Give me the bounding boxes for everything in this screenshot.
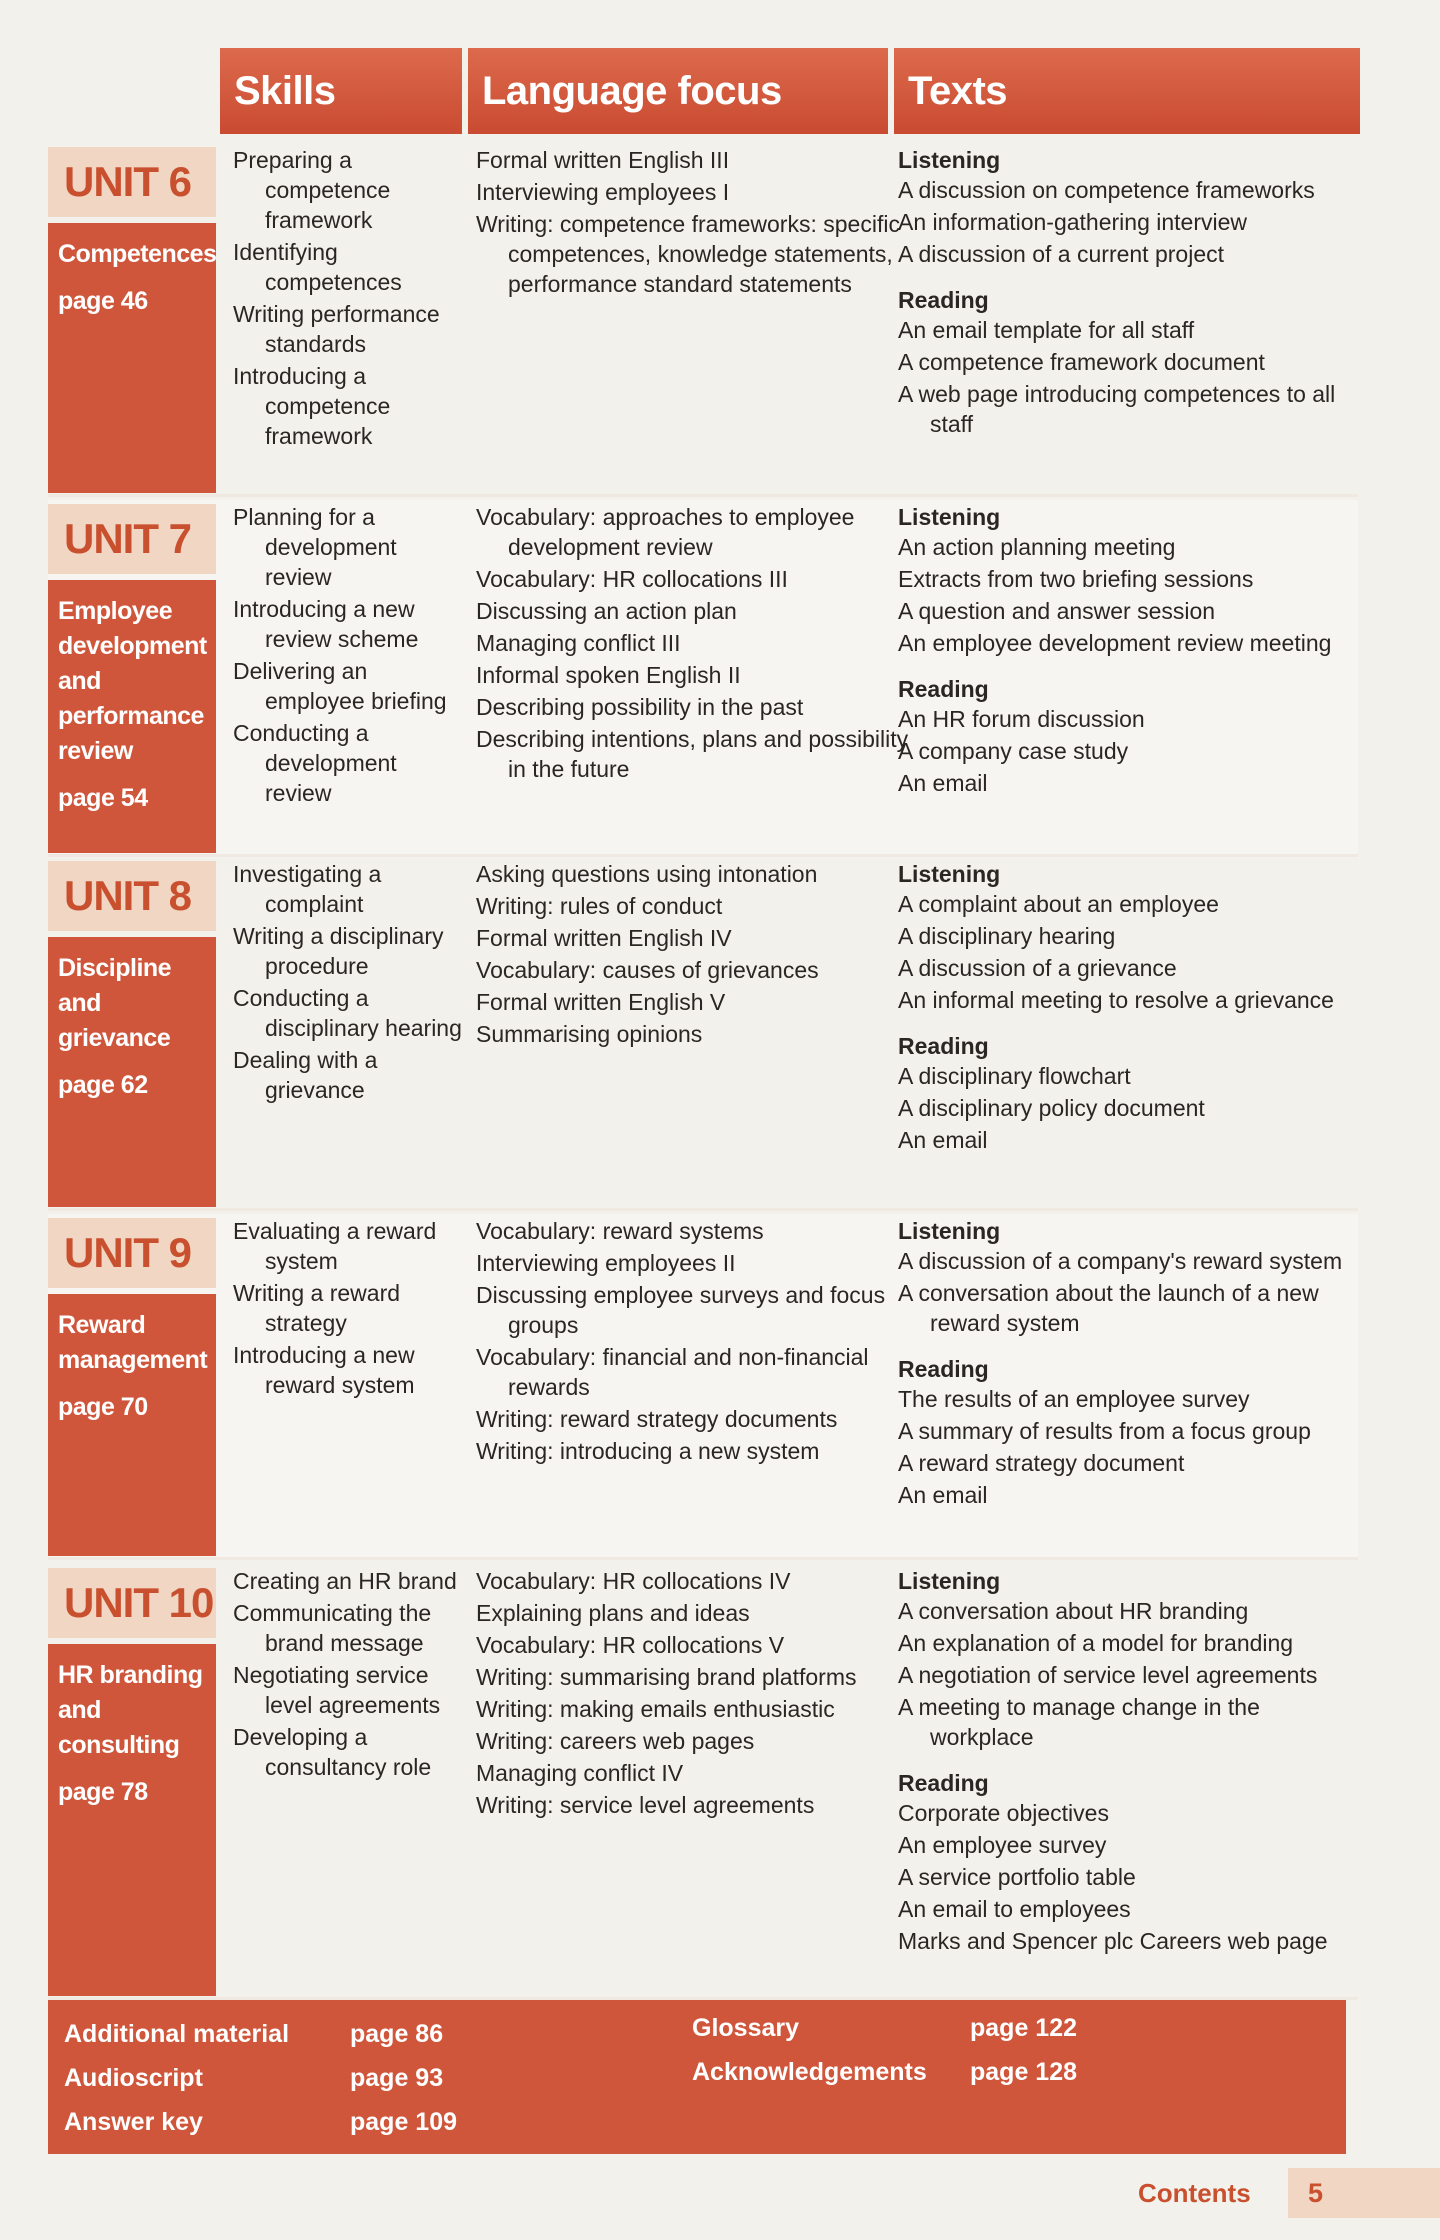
texts-group-heading: Listening [898, 1568, 1001, 1594]
texts-group-heading: Reading [898, 287, 989, 313]
footer-page: page 128 [970, 2058, 1078, 2086]
texts-group-heading: Listening [898, 147, 1001, 173]
unit-row [48, 500, 1358, 857]
unit-title-line: Reward [58, 1311, 146, 1339]
unit-title-box[interactable] [48, 1644, 216, 1996]
text-item: A discussion of a grievance [898, 955, 1177, 981]
row-divider [48, 1208, 1358, 1211]
language-item: Formal written English IV [476, 925, 732, 951]
contents-label: Contents [1138, 2178, 1251, 2208]
language-focus-column [476, 145, 916, 299]
page-number: 5 [1288, 2168, 1440, 2218]
footer-link[interactable]: Additional material [64, 2020, 290, 2048]
text-item: A negotiation of service level agreements [898, 1662, 1318, 1688]
texts-group-heading: Reading [898, 1033, 989, 1059]
texts-group-heading: Listening [898, 1218, 1001, 1244]
unit-title-box[interactable] [48, 1294, 216, 1556]
language-item: Vocabulary: HR collocations IV [476, 1568, 791, 1594]
skill-item: Introducing a competence framework [233, 363, 391, 449]
skill-item: Communicating the brand message [233, 1600, 432, 1656]
language-item: Writing: careers web pages [476, 1728, 755, 1754]
skill-item: Writing performance standards [233, 301, 440, 357]
language-item: Vocabulary: HR collocations V [476, 1632, 785, 1658]
skill-item: Introducing a new reward system [233, 1342, 415, 1398]
text-item: A meeting to manage change in the workplace [898, 1694, 1260, 1750]
skill-item: Developing a consultancy role [233, 1724, 432, 1780]
unit-label: UNIT 9 [48, 1218, 216, 1288]
text-item: An employee development review meeting [898, 630, 1332, 656]
texts-group [898, 1768, 1368, 1956]
unit-page: page 62 [58, 1071, 148, 1099]
language-item: Writing: rules of conduct [476, 893, 723, 919]
texts-group [898, 1031, 1368, 1155]
text-item: An action planning meeting [898, 534, 1176, 560]
footer-link[interactable]: Answer key [64, 2108, 203, 2136]
skill-item: Investigating a complaint [233, 861, 382, 917]
text-item: A complaint about an employee [898, 891, 1219, 917]
texts-column [898, 859, 1368, 1155]
text-item: An HR forum discussion [898, 706, 1145, 732]
text-item: A competence framework document [898, 349, 1265, 375]
language-item: Interviewing employees I [476, 179, 730, 205]
unit-title-line: Employee [58, 597, 173, 625]
language-focus-column [476, 859, 916, 1049]
row-divider [48, 494, 1358, 497]
text-item: An email [898, 770, 988, 796]
language-item: Vocabulary: causes of grievances [476, 957, 819, 983]
unit-label: UNIT 6 [48, 147, 216, 217]
unit-title-line: management [58, 1346, 208, 1374]
language-item: Describing intentions, plans and possibility in the future [476, 726, 909, 782]
footer-link[interactable]: Audioscript [64, 2064, 203, 2092]
skill-item: Writing a disciplinary procedure [233, 923, 444, 979]
unit-title-line: and [58, 1696, 101, 1724]
header-texts: Texts [894, 48, 1360, 134]
unit-title-line: performance [58, 702, 204, 730]
text-item: Extracts from two briefing sessions [898, 566, 1254, 592]
unit-page: page 70 [58, 1393, 148, 1421]
texts-column [898, 145, 1368, 439]
texts-group-heading: Reading [898, 1770, 989, 1796]
unit-title-line: consulting [58, 1731, 180, 1759]
text-item: An email to employees [898, 1896, 1131, 1922]
unit-title-box[interactable] [48, 223, 216, 493]
texts-group [898, 1566, 1368, 1752]
footer-page: page 122 [970, 2014, 1078, 2042]
text-item: A service portfolio table [898, 1864, 1136, 1890]
skill-item: Creating an HR brand [233, 1568, 457, 1594]
skill-item: Conducting a disciplinary hearing [233, 985, 462, 1041]
skill-item: Evaluating a reward system [233, 1218, 437, 1274]
skills-column [233, 502, 465, 808]
language-item: Formal written English V [476, 989, 726, 1015]
language-item: Explaining plans and ideas [476, 1600, 750, 1626]
texts-group-heading: Reading [898, 676, 989, 702]
footer-page: page 93 [350, 2064, 444, 2092]
unit-label: UNIT 7 [48, 504, 216, 574]
skills-column [233, 145, 465, 451]
language-item: Asking questions using intonation [476, 861, 818, 887]
text-item: A web page introducing competences to all staff [898, 381, 1336, 437]
text-item: A conversation about HR branding [898, 1598, 1249, 1624]
language-item: Writing: competence frameworks: specific competences, knowledge statements, performance standard statements [476, 211, 900, 297]
texts-group [898, 145, 1368, 269]
unit-title-line: grievance [58, 1024, 171, 1052]
skill-item: Preparing a competence framework [233, 147, 391, 233]
skill-item: Negotiating service level agreements [233, 1662, 441, 1718]
skill-item: Delivering an employee briefing [233, 658, 447, 714]
footer-page: page 109 [350, 2108, 458, 2136]
language-focus-column [476, 1216, 916, 1466]
skill-item: Dealing with a grievance [233, 1047, 378, 1103]
texts-column [898, 502, 1368, 798]
skill-item: Writing a reward strategy [233, 1280, 401, 1336]
unit-page: page 46 [58, 287, 148, 315]
skill-item: Planning for a development review [233, 504, 397, 590]
language-item: Interviewing employees II [476, 1250, 736, 1276]
text-item: A disciplinary policy document [898, 1095, 1205, 1121]
unit-row [48, 143, 1358, 497]
language-item: Writing: making emails enthusiastic [476, 1696, 835, 1722]
text-item: A discussion of a company's reward system [898, 1248, 1343, 1274]
header-language-focus: Language focus [468, 48, 888, 134]
texts-group [898, 674, 1368, 798]
text-item: An informal meeting to resolve a grievance [898, 987, 1334, 1013]
unit-page: page 78 [58, 1778, 148, 1806]
texts-group [898, 1216, 1368, 1338]
text-item: A question and answer session [898, 598, 1216, 624]
texts-group [898, 1354, 1368, 1510]
text-item: A company case study [898, 738, 1129, 764]
text-item: An email [898, 1127, 988, 1153]
texts-group-heading: Reading [898, 1356, 989, 1382]
texts-group [898, 502, 1368, 658]
language-item: Vocabulary: reward systems [476, 1218, 764, 1244]
text-item: A discussion on competence frameworks [898, 177, 1315, 203]
unit-title-box[interactable] [48, 580, 216, 853]
unit-title-line: review [58, 737, 133, 765]
unit-title-line: HR branding [58, 1661, 203, 1689]
text-item: A conversation about the launch of a new reward system [898, 1280, 1319, 1336]
text-item: A discussion of a current project [898, 241, 1224, 267]
language-item: Summarising opinions [476, 1021, 703, 1047]
unit-title-line: Competences [58, 240, 217, 268]
language-item: Managing conflict III [476, 630, 681, 656]
text-item: The results of an employee survey [898, 1386, 1250, 1412]
skills-column [233, 859, 465, 1105]
skills-column [233, 1216, 465, 1400]
skill-item: Introducing a new review scheme [233, 596, 419, 652]
text-item: An employee survey [898, 1832, 1107, 1858]
language-item: Discussing employee surveys and focus groups [476, 1282, 886, 1338]
footer-link[interactable]: Glossary [692, 2014, 800, 2042]
unit-label: UNIT 10 [48, 1568, 216, 1638]
unit-row [48, 857, 1358, 1211]
language-item: Discussing an action plan [476, 598, 737, 624]
unit-title-line: Discipline and [58, 954, 172, 1017]
skill-item: Conducting a development review [233, 720, 397, 806]
unit-title-box[interactable] [48, 937, 216, 1207]
texts-group [898, 859, 1368, 1015]
language-focus-column [476, 1566, 916, 1820]
text-item: Marks and Spencer plc Careers web page [898, 1928, 1328, 1954]
text-item: An explanation of a model for branding [898, 1630, 1294, 1656]
unit-title-line: development [58, 632, 207, 660]
unit-title-line: and [58, 667, 101, 695]
footer-page: page 86 [350, 2020, 444, 2048]
unit-page: page 54 [58, 784, 148, 812]
texts-column [898, 1566, 1368, 1956]
text-item: A disciplinary flowchart [898, 1063, 1131, 1089]
language-item: Writing: service level agreements [476, 1792, 815, 1818]
text-item: A summary of results from a focus group [898, 1418, 1311, 1444]
language-item: Managing conflict IV [476, 1760, 684, 1786]
text-item: An information-gathering interview [898, 209, 1248, 235]
footer-link[interactable]: Acknowledgements [692, 2058, 927, 2086]
unit-label: UNIT 8 [48, 861, 216, 931]
footer-links [48, 2000, 1346, 2154]
language-item: Writing: summarising brand platforms [476, 1664, 857, 1690]
texts-group [898, 285, 1368, 439]
skill-item: Identifying competences [233, 239, 402, 295]
unit-row [48, 1564, 1358, 2000]
language-item: Writing: introducing a new system [476, 1438, 820, 1464]
text-item: An email [898, 1482, 988, 1508]
texts-group-heading: Listening [898, 504, 1001, 530]
language-item: Informal spoken English II [476, 662, 741, 688]
header-skills: Skills [220, 48, 462, 134]
language-item: Vocabulary: approaches to employee development review [476, 504, 855, 560]
row-divider [48, 1557, 1358, 1560]
text-item: Corporate objectives [898, 1800, 1109, 1826]
skills-column [233, 1566, 465, 1782]
texts-group-heading: Listening [898, 861, 1001, 887]
texts-column [898, 1216, 1368, 1510]
language-focus-column [476, 502, 916, 784]
text-item: An email template for all staff [898, 317, 1195, 343]
language-item: Vocabulary: financial and non-financial rewards [476, 1344, 869, 1400]
text-item: A disciplinary hearing [898, 923, 1116, 949]
language-item: Describing possibility in the past [476, 694, 804, 720]
unit-row [48, 1214, 1358, 1560]
language-item: Formal written English III [476, 147, 730, 173]
language-item: Writing: reward strategy documents [476, 1406, 838, 1432]
text-item: A reward strategy document [898, 1450, 1185, 1476]
language-item: Vocabulary: HR collocations III [476, 566, 788, 592]
